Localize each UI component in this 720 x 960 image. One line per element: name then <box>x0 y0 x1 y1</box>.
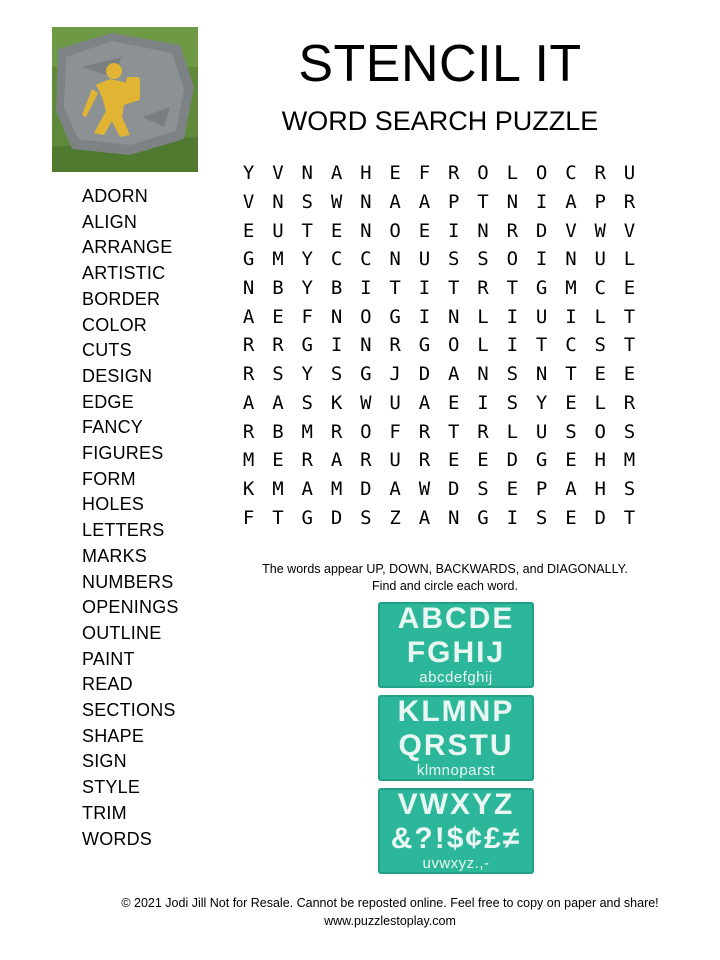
grid-cell[interactable]: D <box>594 506 606 529</box>
grid-cell[interactable]: G <box>535 449 548 472</box>
grid-row <box>234 503 644 532</box>
grid-cell[interactable]: I <box>535 191 548 214</box>
grid-cell[interactable]: I <box>360 277 372 300</box>
grid-cell[interactable]: T <box>623 334 636 357</box>
instructions <box>240 561 650 595</box>
grid-cell[interactable]: A <box>242 391 255 414</box>
grid-cell[interactable]: O <box>594 420 606 443</box>
stencil-uppercase-row: QRSTU <box>398 729 514 762</box>
grid-cell[interactable]: R <box>242 334 255 357</box>
grid-cell[interactable]: Y <box>301 277 313 300</box>
grid-cell[interactable]: N <box>506 191 519 214</box>
grid-row <box>234 360 644 389</box>
word-list-item: WORDS <box>82 828 152 849</box>
grid-row <box>234 417 644 446</box>
grid-cell[interactable]: N <box>448 305 460 328</box>
grid-cell[interactable]: I <box>418 277 431 300</box>
grid-cell[interactable]: T <box>448 277 460 300</box>
grid-cell[interactable]: U <box>389 449 401 472</box>
grid-cell[interactable]: T <box>477 191 489 214</box>
grid-cell[interactable]: M <box>242 449 255 472</box>
grid-cell[interactable]: B <box>330 277 343 300</box>
grid-cell[interactable]: E <box>594 363 606 386</box>
word-list-item: OUTLINE <box>82 622 162 643</box>
word-list-item: OPENINGS <box>82 597 179 618</box>
word-list-item: COLOR <box>82 314 148 335</box>
grid-cell[interactable]: Y <box>301 363 313 386</box>
grid-cell[interactable]: R <box>418 449 431 472</box>
word-list-item: SECTIONS <box>82 700 176 721</box>
stencil-uppercase-row: KLMNP <box>397 695 515 728</box>
grid-cell[interactable]: R <box>506 219 519 242</box>
grid-cell[interactable]: S <box>301 391 313 414</box>
grid-cell[interactable]: S <box>506 391 519 414</box>
grid-cell[interactable]: A <box>565 191 577 214</box>
hiker-on-rock-icon <box>52 27 198 172</box>
grid-cell[interactable]: I <box>535 248 548 271</box>
grid-cell[interactable]: D <box>360 477 372 500</box>
grid-cell[interactable]: N <box>389 248 401 271</box>
grid-cell[interactable]: G <box>477 506 489 529</box>
grid-cell[interactable]: N <box>448 506 460 529</box>
grid-cell[interactable]: G <box>360 363 372 386</box>
letter-stencil-image <box>378 602 534 881</box>
word-list-item: ARTISTIC <box>82 263 166 284</box>
grid-cell[interactable]: A <box>418 506 431 529</box>
grid-cell[interactable]: N <box>477 219 489 242</box>
grid-cell[interactable]: N <box>477 363 489 386</box>
grid-cell[interactable]: T <box>506 277 519 300</box>
grid-cell[interactable]: U <box>272 219 284 242</box>
grid-cell[interactable]: R <box>623 191 636 214</box>
grid-cell[interactable]: T <box>301 219 313 242</box>
grid-cell[interactable]: D <box>330 506 343 529</box>
page-title: STENCIL IT <box>298 35 582 93</box>
grid-row <box>234 159 644 188</box>
grid-cell[interactable]: A <box>330 449 343 472</box>
grid-cell[interactable]: P <box>448 191 460 214</box>
grid-cell[interactable]: N <box>360 191 372 214</box>
grid-cell[interactable]: N <box>301 162 313 185</box>
letter-grid <box>234 159 644 532</box>
grid-cell[interactable]: W <box>594 219 606 242</box>
grid-cell[interactable]: D <box>448 477 460 500</box>
grid-cell[interactable]: E <box>506 477 519 500</box>
word-list-item: LETTERS <box>82 520 165 541</box>
grid-cell[interactable]: H <box>594 477 606 500</box>
grid-cell[interactable]: G <box>535 277 548 300</box>
word-list-item: FORM <box>82 468 136 489</box>
grid-cell[interactable]: V <box>623 219 636 242</box>
grid-cell[interactable]: R <box>242 363 255 386</box>
grid-cell[interactable]: H <box>594 449 606 472</box>
grid-cell[interactable]: F <box>301 305 313 328</box>
grid-cell[interactable]: R <box>360 449 372 472</box>
grid-cell[interactable]: S <box>477 248 489 271</box>
grid-cell[interactable]: L <box>506 162 519 185</box>
grid-cell[interactable]: A <box>418 391 431 414</box>
grid-cell[interactable]: M <box>330 477 343 500</box>
grid-cell[interactable]: E <box>389 162 401 185</box>
grid-cell[interactable]: C <box>594 277 606 300</box>
grid-cell[interactable]: E <box>448 391 460 414</box>
footer <box>80 894 700 930</box>
grid-cell[interactable]: G <box>389 305 401 328</box>
stencil-plate <box>378 788 534 874</box>
word-list-item: ADORN <box>82 186 149 206</box>
grid-cell[interactable]: E <box>623 277 636 300</box>
grid-cell[interactable]: T <box>623 305 636 328</box>
grid-cell[interactable]: U <box>389 391 401 414</box>
grid-cell[interactable]: G <box>242 248 255 271</box>
grid-cell[interactable]: L <box>623 248 636 271</box>
word-list-item: PAINT <box>82 648 135 669</box>
grid-cell[interactable]: L <box>506 420 519 443</box>
grid-row <box>234 302 644 331</box>
copyright-text: © 2021 Jodi Jill Not for Resale. Cannot be reposted online. Feel free to copy on paper and share! <box>121 896 659 910</box>
grid-cell[interactable]: I <box>506 506 519 529</box>
grid-cell[interactable]: E <box>565 449 577 472</box>
grid-cell[interactable]: J <box>389 363 401 386</box>
grid-cell[interactable]: V <box>565 219 577 242</box>
grid-cell[interactable]: N <box>272 191 284 214</box>
grid-cell[interactable]: T <box>272 506 284 529</box>
grid-cell[interactable]: C <box>565 334 577 357</box>
grid-cell[interactable]: E <box>448 449 460 472</box>
grid-cell[interactable]: O <box>389 219 401 242</box>
grid-cell[interactable]: R <box>477 277 489 300</box>
grid-cell[interactable]: R <box>330 420 343 443</box>
grid-cell[interactable]: C <box>330 248 343 271</box>
grid-cell[interactable]: R <box>242 420 255 443</box>
grid-cell[interactable]: F <box>389 420 401 443</box>
word-list-item: NUMBERS <box>82 571 174 592</box>
grid-cell[interactable]: G <box>418 334 431 357</box>
word-list-item: STYLE <box>82 777 141 798</box>
grid-cell[interactable]: L <box>477 305 489 328</box>
grid-cell[interactable]: S <box>448 248 460 271</box>
stencil-plate <box>378 602 534 688</box>
grid-cell[interactable]: I <box>418 305 431 328</box>
grid-cell[interactable]: U <box>623 162 636 185</box>
grid-cell[interactable]: A <box>272 391 284 414</box>
grid-row <box>234 446 644 475</box>
grid-cell[interactable]: G <box>301 334 313 357</box>
grid-cell[interactable]: N <box>565 248 577 271</box>
grid-cell[interactable]: R <box>448 162 460 185</box>
grid-row <box>234 274 644 303</box>
stencil-uppercase-row: FGHIJ <box>406 636 506 669</box>
grid-row <box>234 475 644 504</box>
grid-cell[interactable]: E <box>565 391 577 414</box>
grid-cell[interactable]: Y <box>242 162 255 185</box>
instructions-line-1: The words appear UP, DOWN, BACKWARDS, and DIAGONALLY. <box>262 562 628 576</box>
grid-cell[interactable]: A <box>301 477 313 500</box>
grid-cell[interactable]: W <box>360 391 372 414</box>
word-list-item: TRIM <box>82 802 127 823</box>
grid-cell[interactable]: H <box>360 162 372 185</box>
grid-cell[interactable]: S <box>477 477 489 500</box>
grid-cell[interactable]: S <box>272 363 284 386</box>
grid-cell[interactable]: O <box>360 305 372 328</box>
grid-cell[interactable]: N <box>330 305 343 328</box>
grid-cell[interactable]: B <box>272 420 284 443</box>
word-list-item: FANCY <box>82 417 144 438</box>
word-list-item: DESIGN <box>82 365 153 386</box>
grid-cell[interactable]: C <box>565 162 577 185</box>
grid-cell[interactable]: Z <box>389 506 401 529</box>
grid-cell[interactable]: I <box>565 305 577 328</box>
word-list-item: READ <box>82 674 133 695</box>
grid-cell[interactable]: I <box>477 391 489 414</box>
grid-cell[interactable]: S <box>623 477 636 500</box>
grid-cell[interactable]: Y <box>535 391 548 414</box>
word-list-item: ARRANGE <box>82 237 173 258</box>
stencil-uppercase-row: &?!$¢£≠ <box>390 822 522 855</box>
grid-cell[interactable]: B <box>272 277 284 300</box>
grid-cell[interactable]: R <box>477 420 489 443</box>
grid-cell[interactable]: R <box>389 334 401 357</box>
grid-cell[interactable]: W <box>418 477 431 500</box>
grid-cell[interactable]: A <box>389 477 401 500</box>
instructions-line-2: Find and circle each word. <box>372 579 518 593</box>
grid-cell[interactable]: L <box>477 334 489 357</box>
stencil-lowercase-row: uvwxyz.,- <box>422 855 490 872</box>
word-list-item: SIGN <box>82 751 127 772</box>
grid-row <box>234 188 644 217</box>
grid-cell[interactable]: T <box>623 506 636 529</box>
grid-cell[interactable]: U <box>594 248 606 271</box>
grid-cell[interactable]: G <box>301 506 313 529</box>
grid-cell[interactable]: O <box>360 420 372 443</box>
grid-cell[interactable]: S <box>506 363 519 386</box>
stencil-lowercase-row: klmnoparst <box>416 762 496 779</box>
word-list-item: EDGE <box>82 391 134 412</box>
grid-cell[interactable]: M <box>301 420 313 443</box>
grid-cell[interactable]: D <box>535 219 548 242</box>
word-list-item: BORDER <box>82 288 161 309</box>
grid-row <box>234 216 644 245</box>
grid-cell[interactable]: O <box>506 248 519 271</box>
grid-cell[interactable]: K <box>330 391 343 414</box>
word-list-item: SHAPE <box>82 725 145 746</box>
grid-cell[interactable]: V <box>272 162 284 185</box>
grid-cell[interactable]: T <box>448 420 460 443</box>
grid-cell[interactable]: R <box>623 391 636 414</box>
grid-cell[interactable]: F <box>242 506 255 529</box>
grid-cell[interactable]: O <box>535 162 548 185</box>
grid-cell[interactable]: S <box>330 363 343 386</box>
grid-cell[interactable]: T <box>389 277 401 300</box>
stencil-plate <box>378 695 534 781</box>
grid-cell[interactable]: P <box>594 191 606 214</box>
grid-cell[interactable]: I <box>448 219 460 242</box>
stencil-uppercase-row: ABCDE <box>397 602 515 635</box>
grid-cell[interactable]: T <box>535 334 548 357</box>
grid-cell[interactable]: E <box>477 449 489 472</box>
grid-cell[interactable]: E <box>330 219 343 242</box>
grid-cell[interactable]: O <box>477 162 489 185</box>
grid-cell[interactable]: O <box>448 334 460 357</box>
grid-row <box>234 245 644 274</box>
grid-cell[interactable]: A <box>418 191 431 214</box>
stencil-lowercase-row: abcdefghij <box>419 669 493 686</box>
grid-cell[interactable]: S <box>623 420 636 443</box>
grid-cell[interactable]: R <box>594 162 606 185</box>
grid-cell[interactable]: Y <box>301 248 313 271</box>
grid-cell[interactable]: T <box>565 363 577 386</box>
hiker-stencil-photo <box>52 27 198 172</box>
grid-cell[interactable]: C <box>360 248 372 271</box>
grid-cell[interactable]: I <box>330 334 343 357</box>
grid-cell[interactable]: E <box>242 219 255 242</box>
grid-cell[interactable]: U <box>418 248 431 271</box>
grid-cell[interactable]: S <box>565 420 577 443</box>
grid-cell[interactable]: N <box>360 334 372 357</box>
grid-cell[interactable]: A <box>565 477 577 500</box>
grid-cell[interactable]: M <box>272 477 284 500</box>
grid-cell[interactable]: E <box>565 506 577 529</box>
grid-row <box>234 331 644 360</box>
page-subtitle: WORD SEARCH PUZZLE <box>281 106 599 136</box>
grid-cell[interactable]: A <box>242 305 255 328</box>
grid-cell[interactable]: E <box>418 219 431 242</box>
word-list-item: HOLES <box>82 494 145 515</box>
grid-cell[interactable]: N <box>242 277 255 300</box>
grid-cell[interactable]: V <box>242 191 255 214</box>
word-list-item: CUTS <box>82 340 132 361</box>
grid-cell[interactable]: N <box>535 363 548 386</box>
grid-cell[interactable]: M <box>565 277 577 300</box>
grid-cell[interactable]: I <box>506 334 519 357</box>
grid-cell[interactable]: S <box>360 506 372 529</box>
grid-cell[interactable]: D <box>418 363 431 386</box>
grid-cell[interactable]: I <box>506 305 519 328</box>
grid-cell[interactable]: E <box>272 305 284 328</box>
grid-cell[interactable]: E <box>272 449 284 472</box>
grid-cell[interactable]: W <box>330 191 343 214</box>
grid-cell[interactable]: D <box>506 449 519 472</box>
grid-cell[interactable]: S <box>301 191 313 214</box>
grid-cell[interactable]: S <box>535 506 548 529</box>
word-list-item: MARKS <box>82 545 148 566</box>
word-list-item: ALIGN <box>82 211 138 232</box>
grid-cell[interactable]: R <box>418 420 431 443</box>
website-url: www.puzzlestoplay.com <box>324 914 456 928</box>
grid-cell[interactable]: E <box>623 363 636 386</box>
grid-cell[interactable]: A <box>330 162 343 185</box>
word-list-item: FIGURES <box>82 443 164 464</box>
grid-cell[interactable]: M <box>623 449 636 472</box>
word-list <box>82 184 179 852</box>
grid-cell[interactable]: U <box>535 305 548 328</box>
grid-cell[interactable]: A <box>448 363 460 386</box>
grid-cell[interactable]: L <box>594 391 606 414</box>
grid-cell[interactable]: F <box>418 162 431 185</box>
grid-cell[interactable]: S <box>594 334 606 357</box>
grid-cell[interactable]: N <box>360 219 372 242</box>
grid-cell[interactable]: P <box>535 477 548 500</box>
grid-cell[interactable]: R <box>272 334 284 357</box>
grid-cell[interactable]: L <box>594 305 606 328</box>
grid-row <box>234 389 644 418</box>
grid-cell[interactable]: K <box>242 477 255 500</box>
grid-cell[interactable]: M <box>272 248 284 271</box>
grid-cell[interactable]: R <box>301 449 313 472</box>
grid-cell[interactable]: A <box>389 191 401 214</box>
grid-cell[interactable]: U <box>535 420 548 443</box>
stencil-uppercase-row: VWXYZ <box>397 788 515 821</box>
